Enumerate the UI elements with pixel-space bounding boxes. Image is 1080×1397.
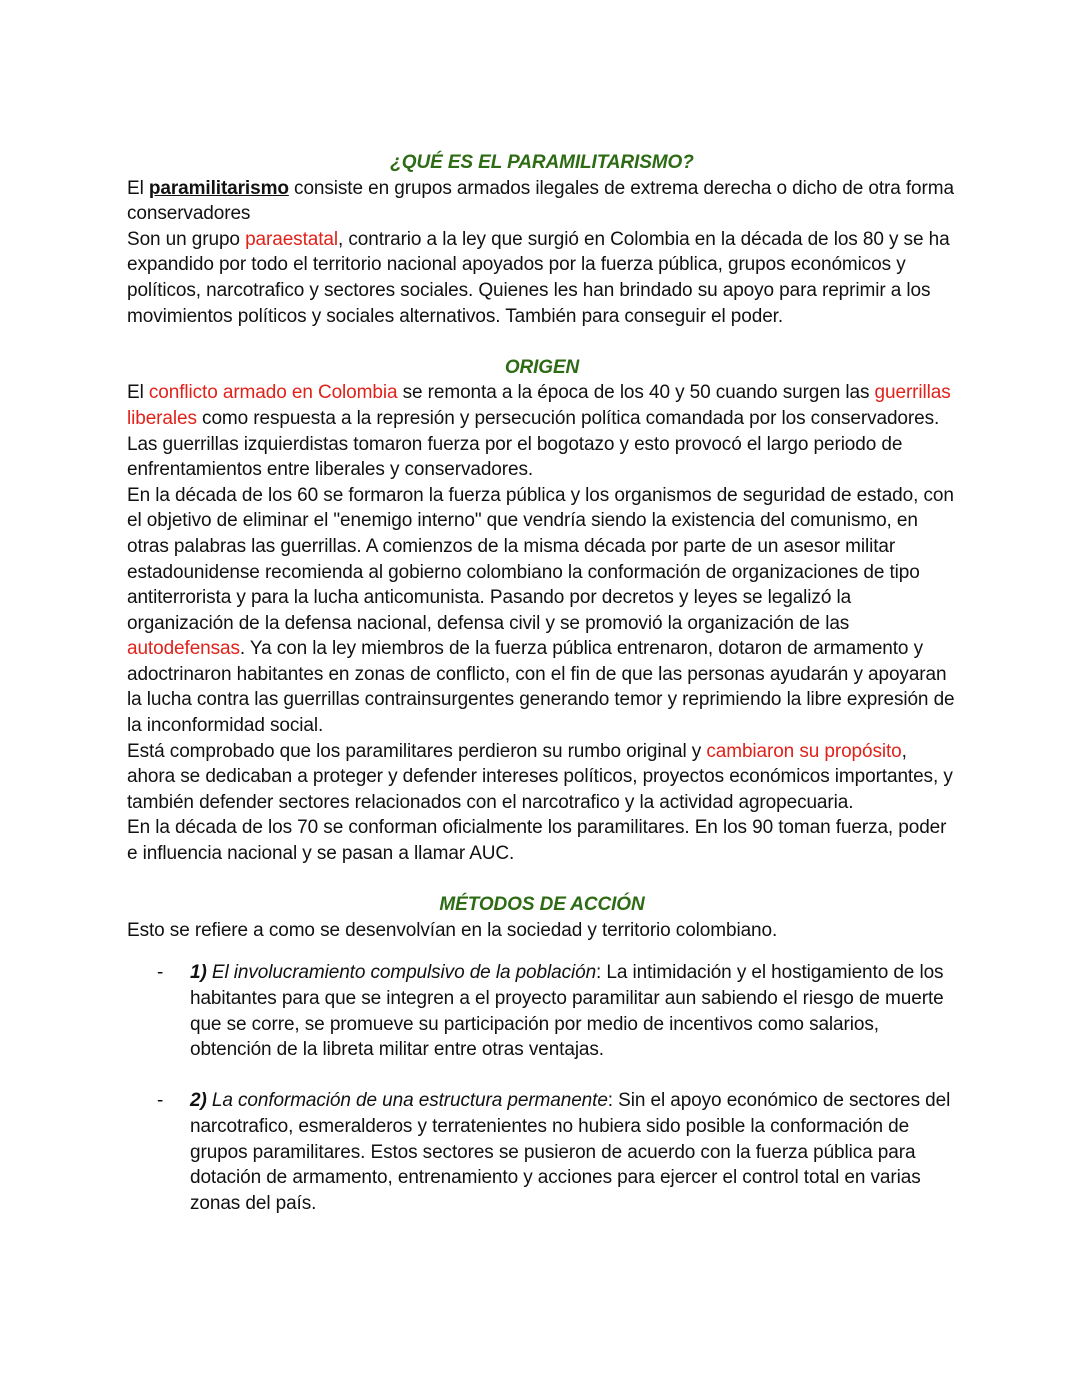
bullet-dash: - — [157, 1090, 164, 1112]
item-number: 1) — [190, 962, 207, 984]
paragraph-definition — [127, 176, 957, 227]
highlight-conflicto: conflicto armado en Colombia — [148, 382, 398, 404]
paragraph-paraestatal — [127, 227, 957, 329]
heading-metodos: MÉTODOS DE ACCIÓN — [439, 894, 645, 916]
document-page — [127, 150, 957, 1242]
list-item — [157, 1088, 957, 1216]
spacer — [127, 329, 957, 355]
text-run: se remonta a la época de los 40 y 50 cuando surgen las — [397, 382, 875, 404]
highlight-paraestatal: paraestatal — [245, 228, 338, 250]
text-run: En la década de los 60 se formaron la fuerza pública y los organismos de seguridad de estado, con el objetivo de eliminar el "enemigo interno" que vendría siendo la existencia del comunismo, en otras palabras las guerrillas. A comienzos de la misma década por parte de un asesor militar estadounidense recomienda al gobierno colombiano la conformación de organizaciones de tipo antiterrorista y para la lucha anticomunista. Pasando por decretos y leyes se legalizó la organización de la defensa nacional, defensa civil y se promovió la organización de las — [127, 484, 954, 634]
paragraph-origen-2 — [127, 483, 957, 739]
text-run: El — [127, 177, 149, 199]
paragraph-origen-1 — [127, 380, 957, 482]
text-run: como respuesta a la represión y persecución política comandada por los conservadores. Las guerrillas izquierdistas tomaron fuerza por el bogotazo y esto provocó el largo periodo de enfrentamientos entre liberales y conservadores. — [127, 407, 940, 481]
item-body: : La intimidación y el hostigamiento de los habitantes para que se integren a el proyecto paramilitar aun sabiendo el riesgo de muerte que se corre, se promueve su participación por medio de incentivos como salarios, obtención de la libreta militar entre otras ventajas. — [190, 962, 944, 1061]
heading-que-es: ¿QUÉ ES EL PARAMILITARISMO? — [390, 152, 694, 173]
text-run: Está comprobado que los paramilitares perdieron su rumbo original y — [127, 740, 707, 762]
highlight-proposito: cambiaron su propósito — [706, 740, 902, 762]
text-run: Son un grupo — [127, 228, 246, 250]
text-run: El — [127, 382, 149, 404]
methods-list — [127, 960, 957, 1216]
item-body: : Sin el apoyo económico de sectores del narcotrafico, esmeralderos y terratenientes no hubiera sido posible la conformación de grupos paramilitares. Estos sectores se pusieron de acuerdo con la fuerza pública para dotación de armamento, entrenamiento y acciones para ejercer el control total en varias zonas del país. — [190, 1090, 951, 1214]
highlight-autodefensas: autodefensas — [127, 638, 240, 660]
item-title: El involucramiento compulsivo de la población — [206, 962, 597, 984]
text-run: , ahora se dedicaban a proteger y defender intereses políticos, proyectos económicos importantes, y también defender sectores relacionados con el narcotrafico y la actividad agropecuaria. — [127, 740, 953, 813]
term-paramilitarismo: paramilitarismo — [148, 177, 289, 199]
text-run: consiste en grupos armados ilegales de extrema derecha o dicho de otra forma conservadores — [127, 177, 954, 225]
text-run: , contrario a la ley que surgió en Colombia en la década de los 80 y se ha expandido por todo el territorio nacional apoyados por la fuerza pública, grupos económicos y políticos, narcotrafico y sectores sociales. Quienes les han brindado su apoyo para reprimir a los movimientos políticos y sociales alternativos. También para conseguir el poder. — [127, 228, 950, 327]
paragraph-origen-4: En la década de los 70 se conforman oficialmente los paramilitares. En los 90 toman fuerza, poder e influencia nacional y se pasan a llamar AUC. — [127, 817, 947, 865]
item-title: La conformación de una estructura permanente — [206, 1090, 608, 1112]
bullet-dash: - — [157, 962, 164, 984]
spacer — [127, 867, 957, 893]
paragraph-origen-3 — [127, 739, 957, 816]
heading-origen: ORIGEN — [504, 356, 580, 378]
paragraph-metodos-intro: Esto se refiere a como se desenvolvían en la sociedad y territorio colombiano. — [127, 919, 778, 941]
highlight-guerrillas: guerrillas liberales — [127, 382, 951, 429]
text-run: . Ya con la ley miembros de la fuerza pública entrenaron, dotaron de armamento y adoctrinaron habitantes en zonas de conflicto, con el fin de que las personas ayudarán y apoyaran la lucha contra las guerrillas contrainsurgentes generando temor y reprimiendo la libre expresión de la inconformidad social. — [127, 638, 955, 737]
list-item — [157, 960, 957, 1062]
item-number: 2) — [190, 1090, 207, 1112]
